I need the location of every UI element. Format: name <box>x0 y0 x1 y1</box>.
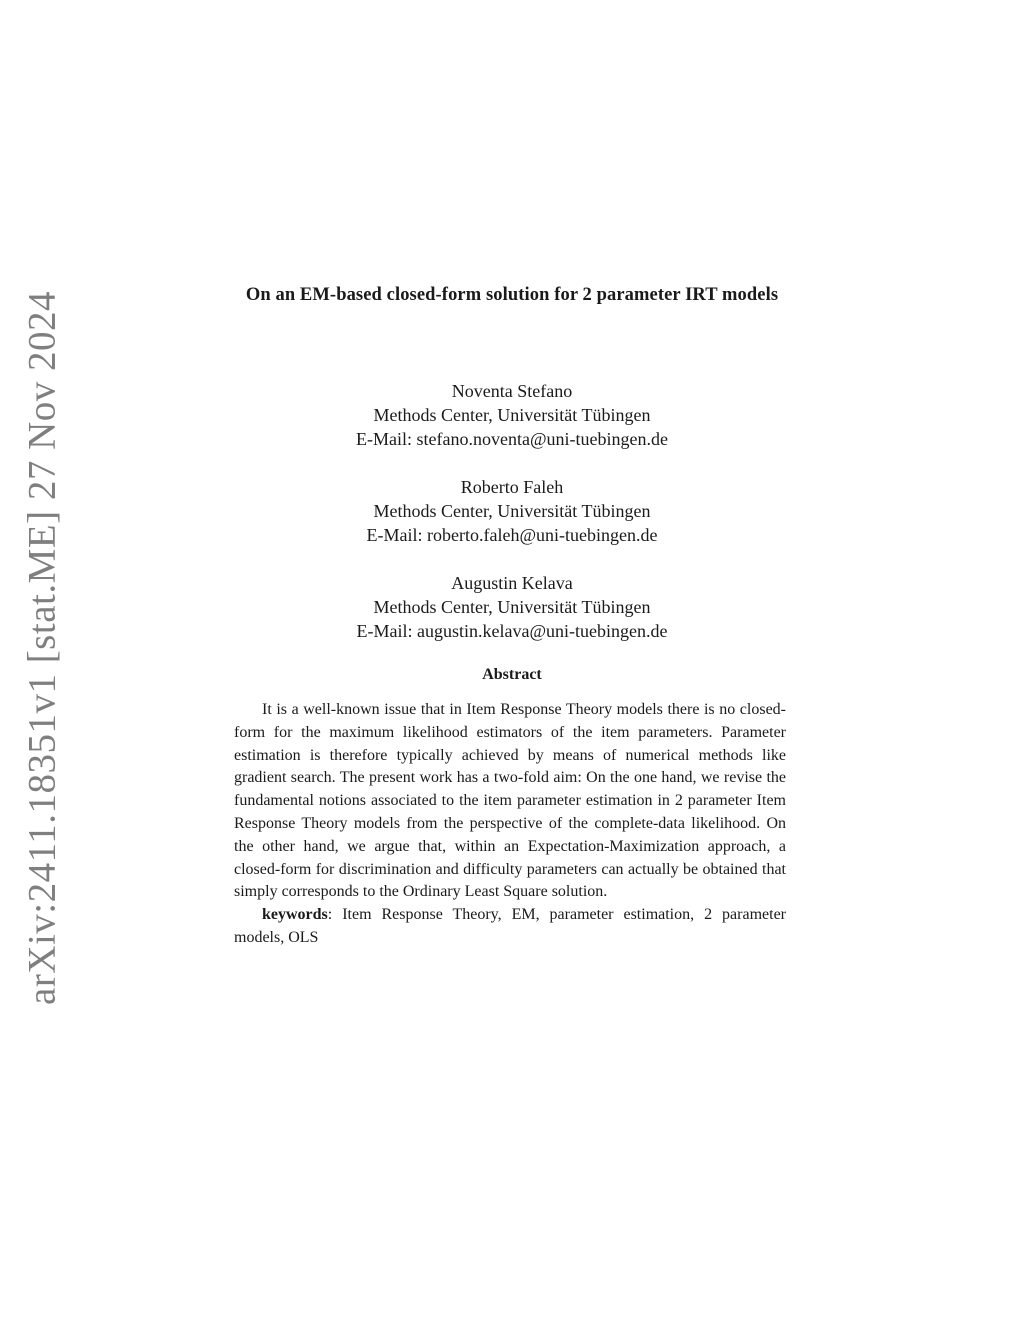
author-affiliation: Methods Center, Universität Tübingen <box>373 405 651 425</box>
abstract-heading: Abstract <box>482 666 542 683</box>
author-email: E-Mail: augustin.kelava@uni-tuebingen.de <box>356 621 668 641</box>
author-affiliation: Methods Center, Universität Tübingen <box>373 597 651 617</box>
keywords-line <box>234 904 786 950</box>
author-list <box>0 379 1024 667</box>
author-name: Roberto Faleh <box>460 477 564 497</box>
keywords-text: : Item Response Theory, EM, parameter estimation, 2 parameter models, OLS <box>234 906 786 946</box>
author-name: Noventa Stefano <box>451 381 573 401</box>
author-block <box>0 475 1024 547</box>
paper-title: On an EM-based closed-form solution for 2 parameter IRT models <box>245 285 779 305</box>
author-block <box>0 379 1024 451</box>
author-name: Augustin Kelava <box>451 573 573 593</box>
keywords-label: keywords <box>262 906 328 924</box>
abstract-text: It is a well-known issue that in Item Response Theory models there is no closed-form for the maximum likelihood estimators of the item parameters. Parameter estimation is therefore typically achieved by means of numerical methods like gradient search. The present work has a two-fold aim: On the one hand, we revise the fundamental notions associated to the item parameter estimation in 2 parameter Item Response Theory models from the perspective of the complete-data likelihood. On the other hand, we argue that, within an Expectation-Maximization approach, a closed-form for discrimination and difficulty parameters can actually be obtained that simply corresponds to the Ordinary Least Square solution. <box>234 701 786 901</box>
author-block <box>0 571 1024 643</box>
abstract-body <box>234 699 786 950</box>
arxiv-identifier: arXiv:2411.18351v1 [stat.ME] 27 Nov 2024 <box>20 291 64 1005</box>
author-affiliation: Methods Center, Universität Tübingen <box>373 501 651 521</box>
author-email: E-Mail: stefano.noventa@uni-tuebingen.de <box>356 429 668 449</box>
author-email: E-Mail: roberto.faleh@uni-tuebingen.de <box>366 525 658 545</box>
